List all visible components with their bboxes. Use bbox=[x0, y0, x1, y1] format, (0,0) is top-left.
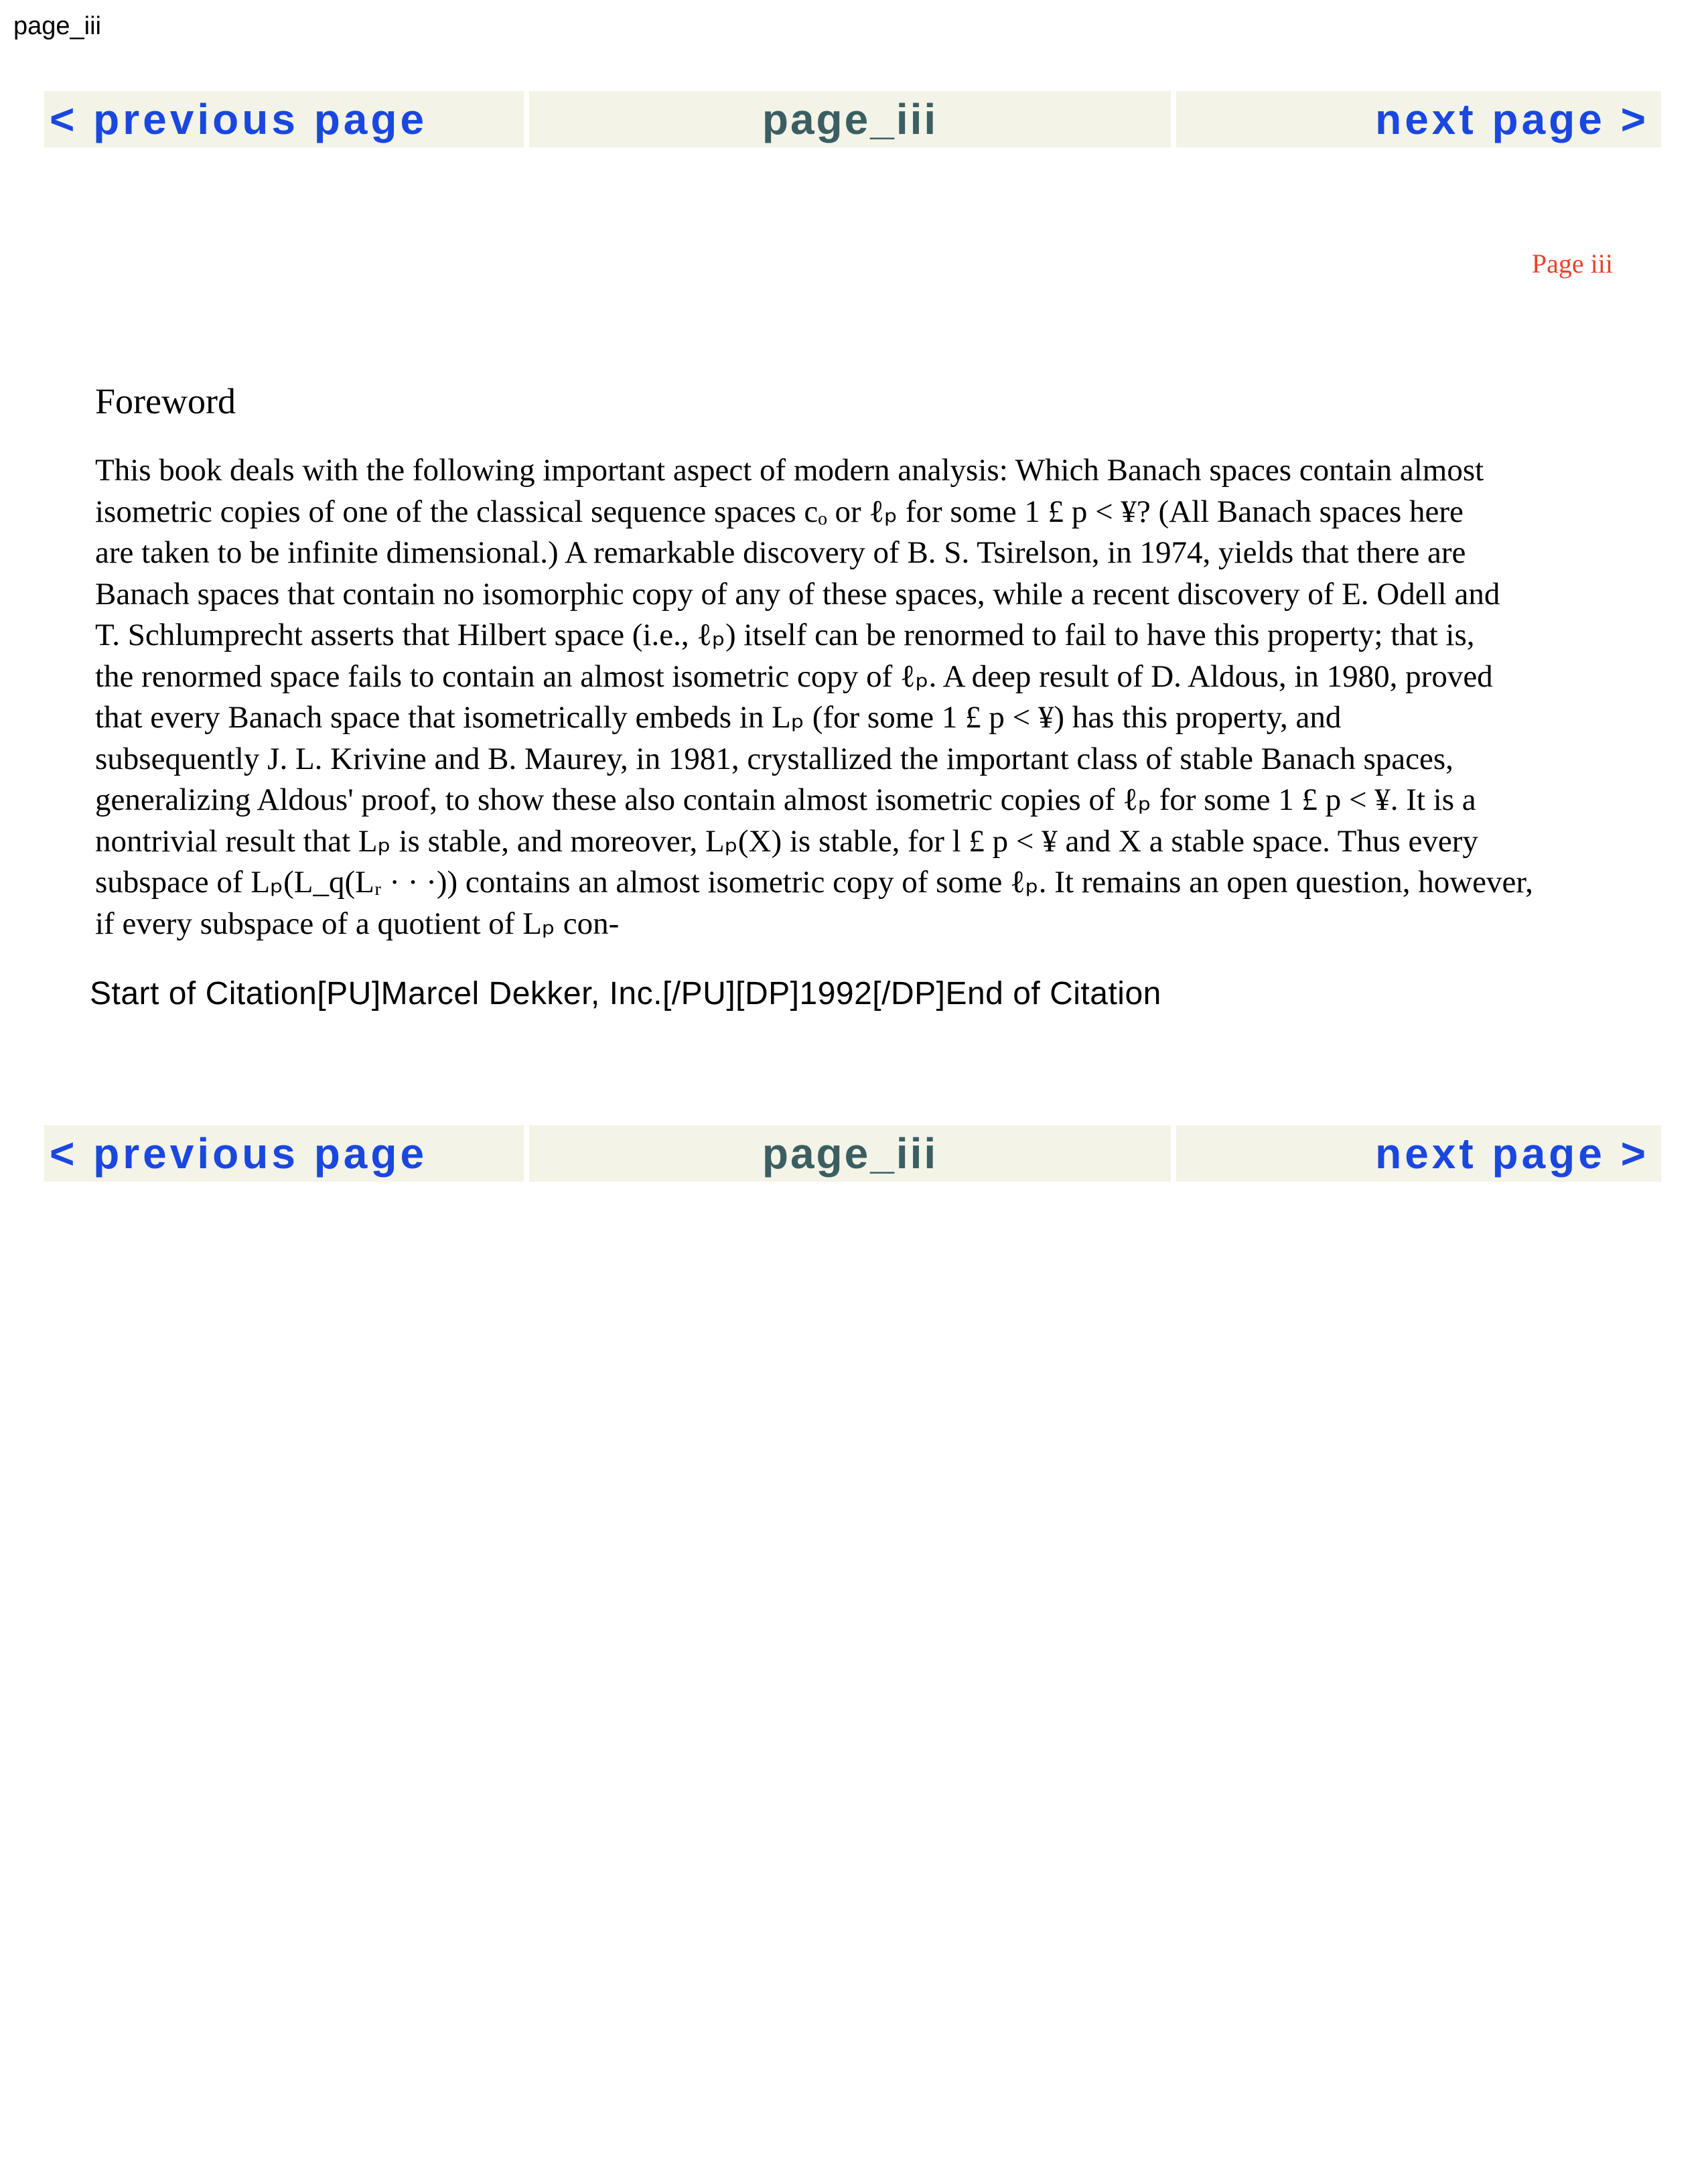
body-line: subspace of Lₚ(L_q(Lᵣ · · ·)) contains an almost isometric copy of some ℓₚ. It remains an open question, however, bbox=[95, 865, 1533, 900]
body-line: that every Banach space that isometrically embeds in Lₚ (for some 1 £ p < ¥) has this property, and bbox=[95, 700, 1342, 735]
current-page-label: page_iii bbox=[529, 91, 1171, 147]
next-page-link[interactable]: next page > bbox=[1176, 1125, 1661, 1182]
body-line: are taken to be infinite dimensional.) A remarkable discovery of B. S. Tsirelson, in 1974, yields that there are bbox=[95, 535, 1466, 570]
body-line: Banach spaces that contain no isomorphic copy of any of these spaces, while a recent discovery of E. Odell and bbox=[95, 576, 1500, 612]
current-page-label: page_iii bbox=[529, 1125, 1171, 1182]
body-line: the renormed space fails to contain an almost isometric copy of ℓₚ. A deep result of D. Aldous, in 1980, proved bbox=[95, 658, 1493, 694]
foreword-body bbox=[95, 450, 1609, 944]
body-line: T. Schlumprecht asserts that Hilbert space (i.e., ℓₚ) itself can be renormed to fail to have this property; that is, bbox=[95, 618, 1475, 652]
body-line: nontrivial result that Lₚ is stable, and moreover, Lₚ(X) is stable, for l £ p < ¥ and X a stable space. Thus every bbox=[95, 823, 1478, 859]
previous-page-link[interactable]: < previous page bbox=[44, 91, 524, 147]
body-line: isometric copies of one of the classical sequence spaces cₒ or ℓₚ for some 1 £ p < ¥? (All Banach spaces here bbox=[95, 494, 1464, 529]
section-heading: Foreword bbox=[95, 381, 236, 421]
body-line: This book deals with the following important aspect of modern analysis: Which Banach spaces contain almost bbox=[95, 453, 1484, 488]
previous-page-link[interactable]: < previous page bbox=[44, 1125, 524, 1182]
body-line: if every subspace of a quotient of Lₚ con- bbox=[95, 906, 620, 941]
body-line: generalizing Aldous' proof, to show these also contain almost isometric copies of ℓₚ for some 1 £ p < ¥. It is a bbox=[95, 782, 1476, 817]
page-number: Page iii bbox=[1531, 249, 1613, 279]
citation-line: Start of Citation[PU]Marcel Dekker, Inc.[/PU][DP]1992[/DP]End of Citation bbox=[90, 976, 1161, 1011]
document-label: page_iii bbox=[13, 12, 101, 40]
bottom-navigation-bar bbox=[44, 1125, 1661, 1182]
next-page-link[interactable]: next page > bbox=[1176, 91, 1661, 147]
body-line: subsequently J. L. Krivine and B. Maurey, in 1981, crystallized the important class of stable Banach spaces, bbox=[95, 741, 1453, 776]
top-navigation-bar bbox=[44, 91, 1661, 147]
